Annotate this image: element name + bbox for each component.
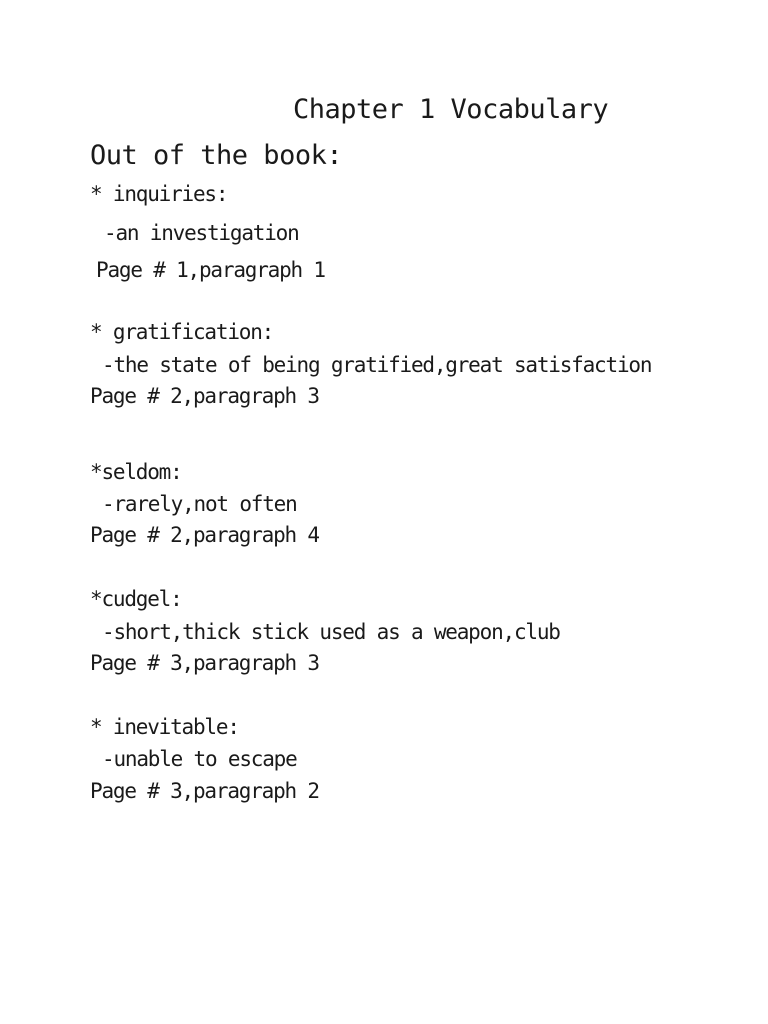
vocab-definition: -rarely,not often xyxy=(102,492,297,516)
vocab-reference: Page # 3,paragraph 3 xyxy=(90,651,319,675)
vocab-term: * gratification: xyxy=(90,320,274,344)
vocab-term: *seldom: xyxy=(90,460,182,484)
vocab-reference: Page # 2,paragraph 4 xyxy=(90,523,319,547)
vocab-term: *cudgel: xyxy=(90,587,182,611)
vocab-definition: -short,thick stick used as a weapon,club xyxy=(102,620,560,644)
vocab-reference: Page # 2,paragraph 3 xyxy=(90,384,319,408)
vocab-term: * inevitable: xyxy=(90,715,239,739)
vocab-definition: -the state of being gratified,great satisfaction xyxy=(102,353,652,377)
section-heading: Out of the book: xyxy=(90,140,343,171)
vocab-term: * inquiries: xyxy=(90,182,228,206)
page-title: Chapter 1 Vocabulary xyxy=(293,94,609,125)
vocab-reference: Page # 1,paragraph 1 xyxy=(96,258,325,282)
vocab-reference: Page # 3,paragraph 2 xyxy=(90,779,319,803)
vocab-definition: -unable to escape xyxy=(102,747,297,771)
vocab-definition: -an investigation xyxy=(104,221,299,245)
